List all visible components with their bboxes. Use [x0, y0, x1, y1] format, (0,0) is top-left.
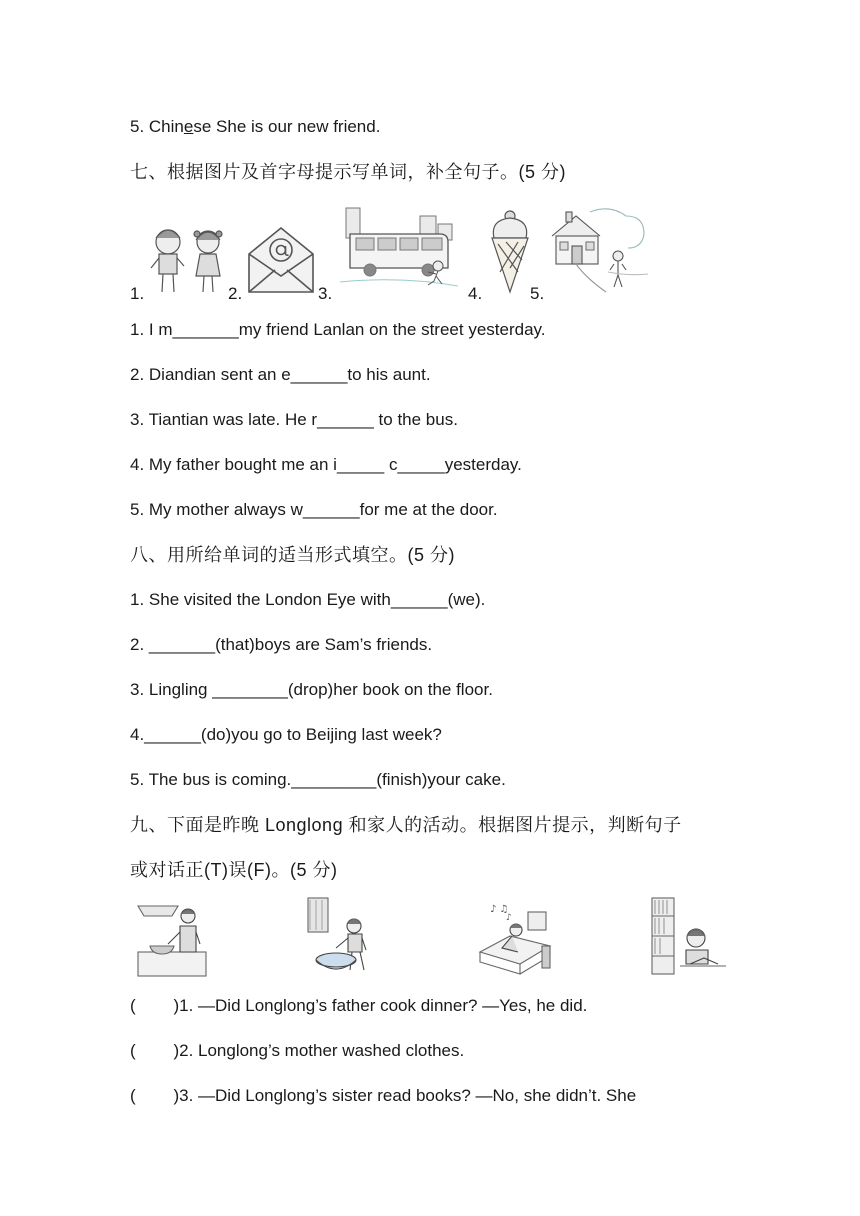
- previous-answer-suffix: se She is our new friend.: [193, 117, 381, 136]
- section-7-sentence-2: 2. Diandian sent an e______to his aunt.: [130, 365, 431, 384]
- item-1-text: 1. —Did Longlong’s father cook dinner? —Yes, he did.: [179, 996, 588, 1015]
- house-boy-icon: [548, 206, 648, 294]
- svg-text:♪ ♫: ♪ ♫: [490, 904, 509, 915]
- picture-number-4: 4.: [468, 284, 483, 303]
- section-7-sentence-1: 1. I m_______my friend Lanlan on the street yesterday.: [130, 320, 546, 339]
- section-7-sentence-4: 4. My father bought me an i_____ c_____yesterday.: [130, 455, 522, 474]
- mother-washing-icon: [306, 896, 382, 978]
- section-9-heading-line-1: 九、下面是昨晚 Longlong 和家人的活动。根据图片提示，判断句子: [130, 815, 682, 835]
- section-8-sentence-1: 1. She visited the London Eye with______(we).: [130, 590, 486, 609]
- picture-number-2: 2.: [228, 284, 243, 303]
- previous-answer-underlined: e: [183, 117, 194, 136]
- father-cooking-icon: [136, 896, 210, 978]
- two-girls-icon: [146, 222, 230, 296]
- ice-cream-icon: [488, 208, 532, 294]
- envelope-email-icon: [245, 224, 317, 296]
- section-7-heading: 七、根据图片及首字母提示写单词，补全句子。(5 分): [130, 162, 566, 182]
- section-8-sentence-3: 3. Lingling ________(drop)her book on the floor.: [130, 680, 493, 699]
- answer-bracket-3[interactable]: ( ): [130, 1086, 180, 1105]
- section-7-sentence-3: 3. Tiantian was late. He r______ to the bus.: [130, 410, 458, 429]
- answer-bracket-2[interactable]: ( ): [130, 1041, 180, 1060]
- boy-reading-icon: [650, 896, 726, 978]
- section-8-sentence-4: 4.______(do)you go to Beijing last week?: [130, 725, 442, 744]
- answer-bracket-1[interactable]: ( ): [130, 996, 180, 1015]
- section-9-item-2: [130, 1039, 464, 1063]
- section-7-sentence-5: 5. My mother always w______for me at the door.: [130, 500, 498, 519]
- item-2-text: 2. Longlong’s mother washed clothes.: [179, 1041, 465, 1060]
- section-8-sentence-2: 2. _______(that)boys are Sam’s friends.: [130, 635, 433, 654]
- section-9-item-1: [130, 994, 587, 1018]
- picture-number-1: 1.: [130, 284, 145, 303]
- picture-number-5: 5.: [530, 284, 545, 303]
- section-9-heading-line-2: 或对话正(T)误(F)。(5 分): [130, 860, 338, 880]
- previous-answer-line: [130, 115, 380, 139]
- section-9-item-3: [130, 1084, 636, 1108]
- previous-answer-prefix: 5. Chin: [130, 117, 184, 136]
- section-8-heading: 八、用所给单词的适当形式填空。(5 分): [130, 545, 455, 565]
- item-3-text: 3. —Did Longlong’s sister read books? —No, she didn’t. She: [179, 1086, 637, 1105]
- svg-text:♪: ♪: [506, 913, 512, 923]
- picture-number-3: 3.: [318, 284, 333, 303]
- sister-music-bed-icon: [476, 896, 556, 978]
- section-8-sentence-5: 5. The bus is coming._________(finish)your cake.: [130, 770, 506, 789]
- bus-running-boy-icon: [340, 206, 458, 292]
